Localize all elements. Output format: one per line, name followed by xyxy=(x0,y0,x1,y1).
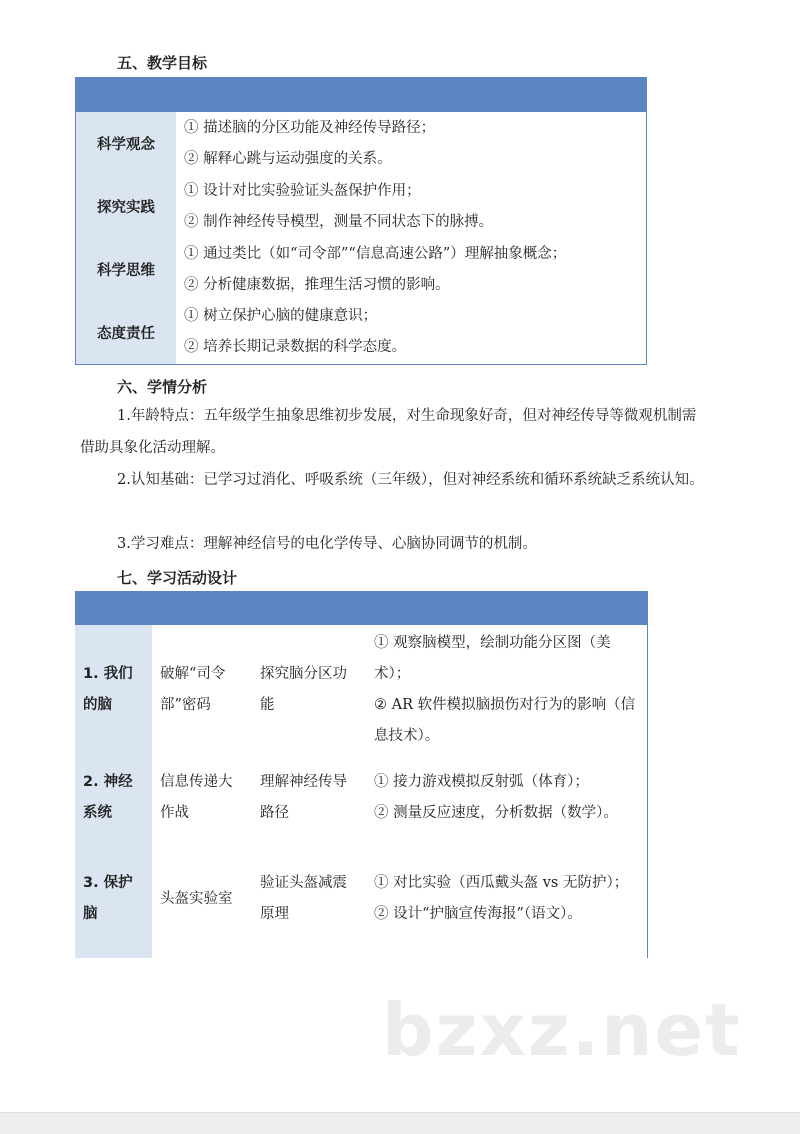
section-heading-analysis: 六、学情分析 xyxy=(117,378,208,396)
task-item: ① 接力游戏模拟反射弧（体育）； xyxy=(374,773,589,790)
objective-item: ① 树立保护心脑的健康意识； xyxy=(184,308,378,325)
goal-cell: 验证头盔减震原理 xyxy=(260,875,347,922)
table-row xyxy=(76,301,647,364)
row-label: 科学思维 xyxy=(76,238,177,301)
unit-cell: 3. 保护脑 xyxy=(75,840,152,958)
unit-cell: 1. 我们的脑 xyxy=(75,625,152,755)
tasks-cell xyxy=(366,625,648,755)
goal-cell: 理解神经传导路径 xyxy=(260,773,347,821)
objective-item: ① 通过类比（如“司令部”“信息高速公路”）理解抽象概念； xyxy=(184,245,567,262)
section-heading-activities: 七、学习活动设计 xyxy=(117,569,238,587)
task-item: ② 设计“护脑宣传海报”（语文）。 xyxy=(374,906,582,922)
table-row xyxy=(75,625,648,755)
task-item: ① 观察脑模型，绘制功能分区图（美术）； xyxy=(374,635,611,682)
row-content xyxy=(176,175,647,238)
paragraph: 3.学习难点：理解神经信号的电化学传导、心脑协同调节的机制。 xyxy=(117,536,537,552)
watermark: bzxz.net xyxy=(382,988,742,1072)
row-content xyxy=(176,238,647,301)
activity-cell: 头盔实验室 xyxy=(160,890,233,907)
objective-item: ② 培养长期记录数据的科学态度。 xyxy=(184,339,407,356)
paragraph: 1.年龄特点：五年级学生抽象思维初步发展，对生命现象好奇，但对神经传导等微观机制需借助具象化活动理解。 xyxy=(80,408,697,456)
table-row xyxy=(76,112,647,175)
activity-cell: 信息传递大作战 xyxy=(160,773,233,821)
activities-table xyxy=(75,591,648,958)
objective-item: ① 描述脑的分区功能及神经传导路径； xyxy=(184,119,436,136)
row-content xyxy=(176,301,647,364)
objective-item: ① 设计对比实验验证头盔保护作用； xyxy=(184,182,421,199)
unit-cell: 2. 神经系统 xyxy=(75,755,152,840)
table-row xyxy=(76,238,647,301)
objective-item: ② 分析健康数据，推理生活习惯的影响。 xyxy=(184,276,450,293)
goal-cell: 探究脑分区功能 xyxy=(260,666,347,713)
table-row xyxy=(75,755,648,840)
row-label: 态度责任 xyxy=(76,301,177,364)
objective-item: ② 解释心跳与运动强度的关系。 xyxy=(184,150,392,167)
objectives-table xyxy=(75,77,647,365)
task-item: ② AR 软件模拟脑损伤对行为的影响（信息技术）。 xyxy=(374,697,636,744)
tasks-cell xyxy=(366,840,648,958)
table-row xyxy=(75,840,648,958)
page-bottom-bar xyxy=(0,1112,800,1134)
row-label: 探究实践 xyxy=(76,175,177,238)
task-item: ① 对比实验（西瓜戴头盔 vs 无防护）； xyxy=(374,875,629,891)
tasks-cell xyxy=(366,755,648,840)
activity-cell: 破解“司令部”密码 xyxy=(160,666,226,713)
table-header-row xyxy=(76,78,647,113)
paragraph: 2.认知基础：已学习过消化、呼吸系统（三年级），但对神经系统和循环系统缺乏系统认知。 xyxy=(117,472,704,488)
section-heading-objectives: 五、教学目标 xyxy=(117,54,208,72)
table-row xyxy=(76,175,647,238)
row-label: 科学观念 xyxy=(76,112,177,175)
row-content xyxy=(176,112,647,175)
task-item: ② 测量反应速度，分析数据（数学）。 xyxy=(374,804,618,821)
objective-item: ② 制作神经传导模型，测量不同状态下的脉搏。 xyxy=(184,213,494,230)
table-header-row xyxy=(75,591,648,625)
